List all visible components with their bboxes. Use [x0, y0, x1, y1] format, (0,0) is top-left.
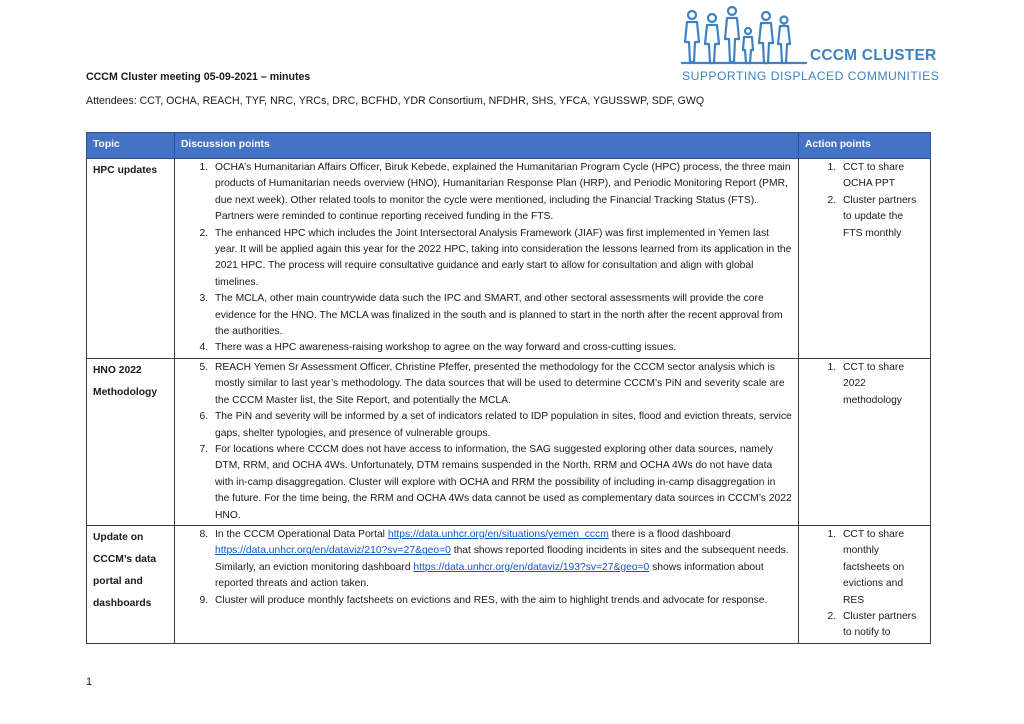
discussion-cell — [175, 525, 799, 643]
action-point: 1. CCT to share monthly factsheets on evictions and RES — [839, 527, 924, 609]
minutes-table — [86, 132, 931, 644]
point-text: that shows reported flooding incidents in sites and the subsequent needs. Similarly, an eviction monitoring dashboard — [215, 545, 789, 573]
discussion-list — [181, 160, 792, 357]
point-text: there is a flood dashboard — [608, 528, 731, 540]
table-row — [87, 358, 931, 525]
header-action-points: Action points — [799, 133, 931, 159]
action-point: 1. CCT to share OCHA PPT — [839, 160, 924, 193]
logo-title: CCCM CLUSTER — [810, 47, 937, 64]
discussion-point: 2. The enhanced HPC which includes the Joint Intersectoral Analysis Framework (JIAF) was first implemented in Yemen last year. It will be applied again this year for the 2022 HPC, taking into consideration the lessons learned from its application in the 2021 HPC. The process will require consultative guidance and early start to allow for consultation and align with global timelines. — [211, 226, 792, 292]
header-topic: Topic — [87, 133, 175, 159]
logo-subtitle: SUPPORTING DISPLACED COMMUNITIES — [682, 69, 940, 83]
table-row — [87, 159, 931, 359]
discussion-cell — [175, 358, 799, 525]
action-cell — [799, 525, 931, 643]
action-point: 1. CCT to share 2022 methodology — [839, 360, 924, 409]
action-list — [805, 360, 924, 409]
discussion-list — [181, 360, 792, 524]
topic-cell: HPC updates — [87, 159, 175, 359]
action-cell — [799, 159, 931, 359]
discussion-list — [181, 527, 792, 609]
discussion-point: 6. The PiN and severity will be informed by a set of indicators related to IDP population in sites, flood and eviction threats, service gaps, shelter typologies, and presence of vulnerable groups. — [211, 409, 792, 442]
table-row — [87, 525, 931, 643]
discussion-point — [211, 527, 792, 593]
page-number: 1 — [86, 676, 93, 688]
table-header-row — [87, 133, 931, 159]
discussion-point: 1. OCHA’s Humanitarian Affairs Officer, Biruk Kebede, explained the Humanitarian Program Cycle (HPC) process, the three main products of Humanitarian needs overview (HNO), Humanitarian Response Plan (HRP), and Periodic Monitoring Report (PMR, due next week). Other related tools to monitor the cycle were mentioned, including the Financial Tracking Status (FTS). Partners were reminded to continue reporting received funding in the FTS. — [211, 160, 792, 226]
data-portal-link[interactable]: https://data.unhcr.org/en/situations/yemen_cccm — [387, 528, 609, 540]
discussion-point: 9. Cluster will produce monthly factsheets on evictions and RES, with the aim to highlight trends and advocate for response. — [211, 593, 792, 609]
action-list — [805, 527, 924, 642]
point-text: In the CCCM Operational Data Portal — [215, 528, 388, 540]
topic-cell: Update on CCCM’s data portal and dashboards — [87, 525, 175, 643]
discussion-point: 4. There was a HPC awareness-raising workshop to agree on the way forward and cross-cutting issues. — [211, 340, 792, 356]
action-point: 2. Cluster partners to update the FTS monthly — [839, 193, 924, 242]
action-list — [805, 160, 924, 242]
topic-cell: HNO 2022 Methodology — [87, 358, 175, 525]
attendees-line: Attendees: CCT, OCHA, REACH, TYF, NRC, YRCs, DRC, BCFHD, YDR Consortium, NFDHR, SHS, YFCA, YGUSSWP, SDF, GWQ — [86, 95, 705, 107]
discussion-point: 3. The MCLA, other main countrywide data such the IPC and SMART, and other sectoral assessments will provide the core evidence for the HNO. The MCLA was finalized in the south and is planned to start in the north after the recent approval from the authorities. — [211, 291, 792, 340]
action-cell — [799, 358, 931, 525]
header-discussion-points: Discussion points — [175, 133, 799, 159]
discussion-point: 5. REACH Yemen Sr Assessment Officer, Christine Pfeffer, presented the methodology for the CCCM sector analysis which is mostly similar to last year’s methodology. The data sources that will be used to determine CCCM’s PiN and severity scale are the CCCM Master list, the Site Report, and potentially the MCLA. — [211, 360, 792, 409]
discussion-point: 7. For locations where CCCM does not have access to information, the SAG suggested exploring other data sources, namely DTM, RRM, and OCHA 4Ws. Unfortunately, DTM remains suspended in the North. RRM and OCHA 4Ws do not have data with in-camp disaggregation. Cluster will explore with OCHA and RRM the possibility of including in-camp disaggregation in the future. For the time being, the RRM and OCHA 4Ws data cannot be used as complementary data sources in CCCM’s 2022 HNO. — [211, 442, 792, 524]
flood-dashboard-link[interactable]: https://data.unhcr.org/en/dataviz/210?sv=27&geo=0 — [215, 545, 451, 557]
action-point: 2. Cluster partners to notify to — [839, 609, 924, 642]
eviction-dashboard-link[interactable]: https://data.unhcr.org/en/dataviz/193?sv=27&geo=0 — [413, 561, 650, 573]
discussion-cell — [175, 159, 799, 359]
point-text: shows information about reported threats and action taken. — [215, 561, 764, 590]
document-title: CCCM Cluster meeting 05-09-2021 – minutes — [86, 71, 311, 83]
